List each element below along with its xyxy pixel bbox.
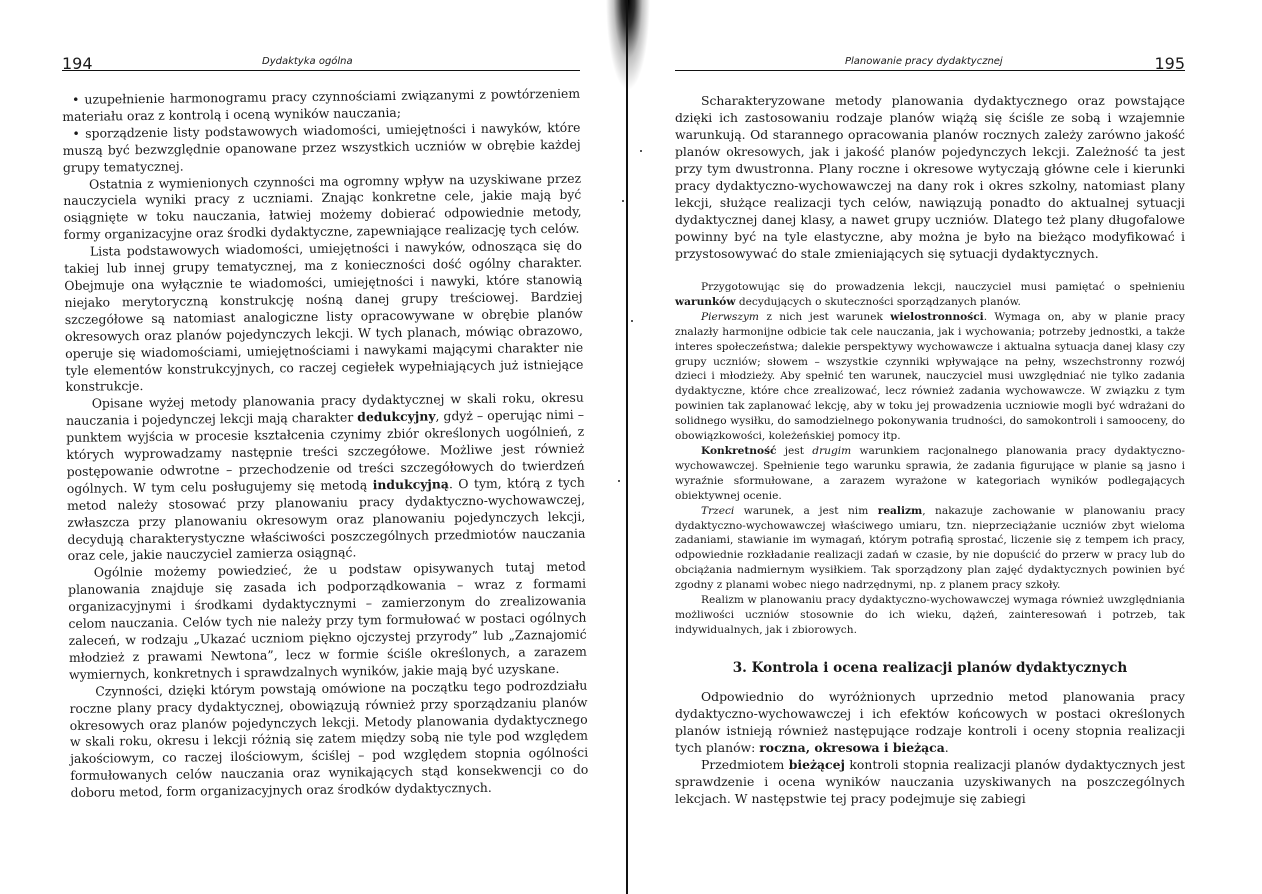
bold-term: Konkretność (701, 444, 777, 457)
bullet-item: • uzupełnienie harmonogramu pracy czynnościami związanymi z powtórzeniem materiału oraz z kontrolą i oceną wyników nauczania; (62, 85, 581, 124)
bullet-item: • sporządzenie listy podstawowych wiadomości, umiejętności i nawyków, które muszą być bezwzględnie opanowane przez wszystkich uczniów w obrębie każdej grupy tematycznej. (62, 119, 581, 175)
right-page-header (675, 52, 1185, 71)
paragraph: Realizm w planowaniu pracy dydaktyczno-wychowawczej wymaga również uwzględniania możliwości uczniów stosownie do ich wieku, dążeń, zainteresowań i potrzeb, tak indywidualnych, jak i zbiorowych. (675, 594, 1185, 636)
running-title: Dydaktyka ogólna (262, 56, 353, 67)
paragraph: Scharakteryzowane metody planowania dydaktycznego oraz powstające dzięki ich zastosowaniu rodzaje planów wiążą się ściśle ze sobą i wzajemnie warunkują. Od starannego opracowania planów rocznych zależy zarówno jakość planów okresowych, jak i jakość planów pojedynczych lekcji. Zależność ta jest przy tym dwustronna. Plany roczne i okresowe wytyczają główne cele i kierunki pracy dydaktyczno-wychowawczej na dany rok i okres szkolny, natomiast plany lekcji, służące realizacji tych celów, nawiązują ponadto do aktualnej sytuacji dydaktycznej danej klasy, a nawet grupy uczniów. Dlatego też plany długofalowe powinny być na tyle elastyczne, aby można je było na bieżąco modyfikować i przystosowywać do stale zmieniających się sytuacji dydaktycznych. (675, 93, 1185, 261)
paragraph: Przedmiotem bieżącej kontroli stopnia realizacji planów dydaktycznych jest sprawdzenie i ocena wyników nauczania uzyskiwanych na poszczególnych lekcjach. W następstwie tej pracy podejmuje się zabiegi (675, 756, 1185, 806)
paragraph: Lista podstawowych wiadomości, umiejętności i nawyków, odnosząca się do takiej lub innej grupy tematycznej, ma z konieczności dość ogólny charakter. Obejmuje ona wyłącznie te wiadomości, umiejętności i nawyki, które stanowią niejako merytoryczną konstrukcję nośną danej grupy treściowej. Bardziej szczegółowe są natomiast analogiczne listy opracowywane w obrębie planów okresowych oraz planów pojedynczych lekcji. W tych planach, mówiąc obrazowo, operuje się wiadomościami, umiejętnościami i nawykami mającymi charakter nie tyle elementów konstrukcyjnych, co raczej cegiełek wypełniających już istniejące konstrukcje. (64, 237, 584, 395)
left-page (62, 52, 589, 801)
right-page (675, 52, 1186, 806)
paragraph: Opisane wyżej metody planowania pracy dydaktycznej w skali roku, okresu nauczania i pojedynczej lekcji mają charakter dedukcyjny, gdyż – operując nimi – punktem wyjścia w procesie kształcenia czynimy zbiór określonych uogólnień, z których wyprowadzamy następnie treści szczegółowe. Możliwe jest również postępowanie odwrotne – przechodzenie od treści szczegółowych do twierdzeń ogólnych. W tym celu posługujemy się metodą indukcyjną. O tym, którą z tych metod należy stosować przy planowaniu pracy dydaktyczno-wychowawczej, zwłaszcza przy planowaniu okresowym oraz planowaniu pojedynczych lekcji, decydują charakterystyczne właściwości poszczególnych przedmiotów nauczania oraz cele, jakie nauczyciel zamierza osiągnąć. (65, 389, 586, 564)
page-number: 194 (62, 54, 93, 73)
paragraph: Ogólnie możemy powiedzieć, że u podstaw opisywanych tutaj metod planowania znajduje się zasada ich podporządkowania – wraz z formami organizacyjnymi i środkami dydaktycznymi – zamierzonym do zrealizowania celom nauczania. Celów tych nie należy przy tym formułować w postaci ogólnych zaleceń, w rodzaju „Ukazać uczniom piękno ojczystej przyrody” lub „Zaznajomić młodzież z prawami Newtona”, lecz w formie ściśle określonych, a zarazem wymiernych, konkretnych i sprawdzalnych wyników, jakie mają być uzyskane. (67, 559, 587, 682)
paragraph: Odpowiednio do wyróżnionych uprzednio metod planowania pracy dydaktyczno-wychowawczej i ich efektów końcowych w postaci określonych planów istnieją również następujące rodzaje kontroli i oceny stopnia realizacji tych planów: roczna, okresowa i bieżąca. (675, 688, 1185, 755)
binding-line (626, 0, 628, 894)
section-heading: 3. Kontrola i ocena realizacji planów dydaktycznych (732, 659, 1128, 676)
bold-term: indukcyjną (372, 476, 449, 493)
left-page-header (62, 52, 580, 71)
page-number: 195 (1154, 54, 1185, 73)
left-page-body (62, 86, 589, 802)
bold-term: roczna, okresowa i bieżąca (759, 739, 945, 755)
paragraph: Konkretność jest drugim warunkiem racjonalnego planowania pracy dydaktyczno-wychowawczej. Spełnienie tego warunku sprawia, że zadania figurujące w planie są jasno i wyraźnie sformułowane, a zarazem wyrażone w kategoriach wyników podlegających obiektywnej ocenie. (675, 444, 1185, 502)
running-title: Planowanie pracy dydaktycznej (845, 56, 1003, 67)
paragraph: Pierwszym z nich jest warunek wielostronności. Wymaga on, aby w planie pracy znalazły harmonijne odbicie tak cele nauczania, jak i wychowania; potrzeby jednostki, a także interes społeczeństwa; dalekie perspektywy wychowawcze i aktualna sytuacja danej klasy czy grupy uczniów; słowem – wszystkie czynniki wpływające na pełny, wszechstronny rozwój dzieci i młodzieży. Aby spełnić ten warunek, nauczyciel musi uwzględniać nie tylko zadania dydaktyczne, które chce zrealizować, lecz również zadania wychowawcze. W związku z tym powinien tak zaplanować lekcję, aby w toku jej prowadzenia uczniowie mogli być wdrażani do solidnego wysiłku, do samodzielnego pokonywania trudności, do samokontroli i samooceny, do obowiązkowości, koleżeńskiej pomocy itp. (675, 310, 1186, 443)
paragraph: Ostatnia z wymienionych czynności ma ogromny wpływ na uzyskiwane przez nauczyciela wyniki pracy z uczniami. Znając konkretne cele, jakie mają być osiągnięte w toku nauczania, łatwiej możemy dobierać odpowiednie metody, formy organizacyjne oraz środki dydaktyczne, zapewniające realizację tych celów. (63, 170, 582, 243)
right-page-body (675, 92, 1185, 807)
bold-term: dedukcyjny (357, 408, 436, 425)
paragraph: Trzeci warunek, a jest nim realizm, nakazuje zachowanie w planowaniu pracy dydaktyczno-wychowawczej właściwego umiaru, tzn. nieprzeciążanie uczniów zbyt wieloma zadaniami, stawianie im wymagań, którym potrafią sprostać, liczenie się z tempem ich pracy, odpowiednie rozkładanie realizacji zadań w czasie, by nie dopuścić do przerw w pracy lub do obciążania nadmiernym wysiłkiem. Tak sporządzony plan zajęć dydaktycznych powinien być zgodny z planami wobec niego nadrzędnymi, np. z planem pracy szkoły. (675, 504, 1185, 592)
bold-term: realizm (877, 504, 923, 517)
small-print-section (675, 280, 1185, 638)
bold-term: warunków (675, 295, 736, 308)
bold-term: bieżącej (788, 756, 845, 772)
paragraph: Czynności, dzięki którym powstają omówione na początku tego podrozdziału roczne plany pracy dydaktycznej, obowiązują również przy sporządzaniu planów okresowych oraz planów pojedynczych lekcji. Metody planowania dydaktycznego w skali roku, okresu i lekcji różnią się zatem między sobą nie tyle pod względem jakościowym, co raczej ilościowym, ściślej – pod względem stopnia ogólności formułowanych celów nauczania oraz wynikających stąd konsekwencji co do doboru metod, form organizacyjnych oraz środków dydaktycznych. (69, 677, 589, 801)
paragraph: Przygotowując się do prowadzenia lekcji, nauczyciel musi pamiętać o spełnieniu warunków decydujących o skuteczności sporządzanych planów. (675, 281, 1185, 308)
bold-term: wielostronności (890, 310, 984, 323)
binding-shadow (604, 0, 652, 150)
